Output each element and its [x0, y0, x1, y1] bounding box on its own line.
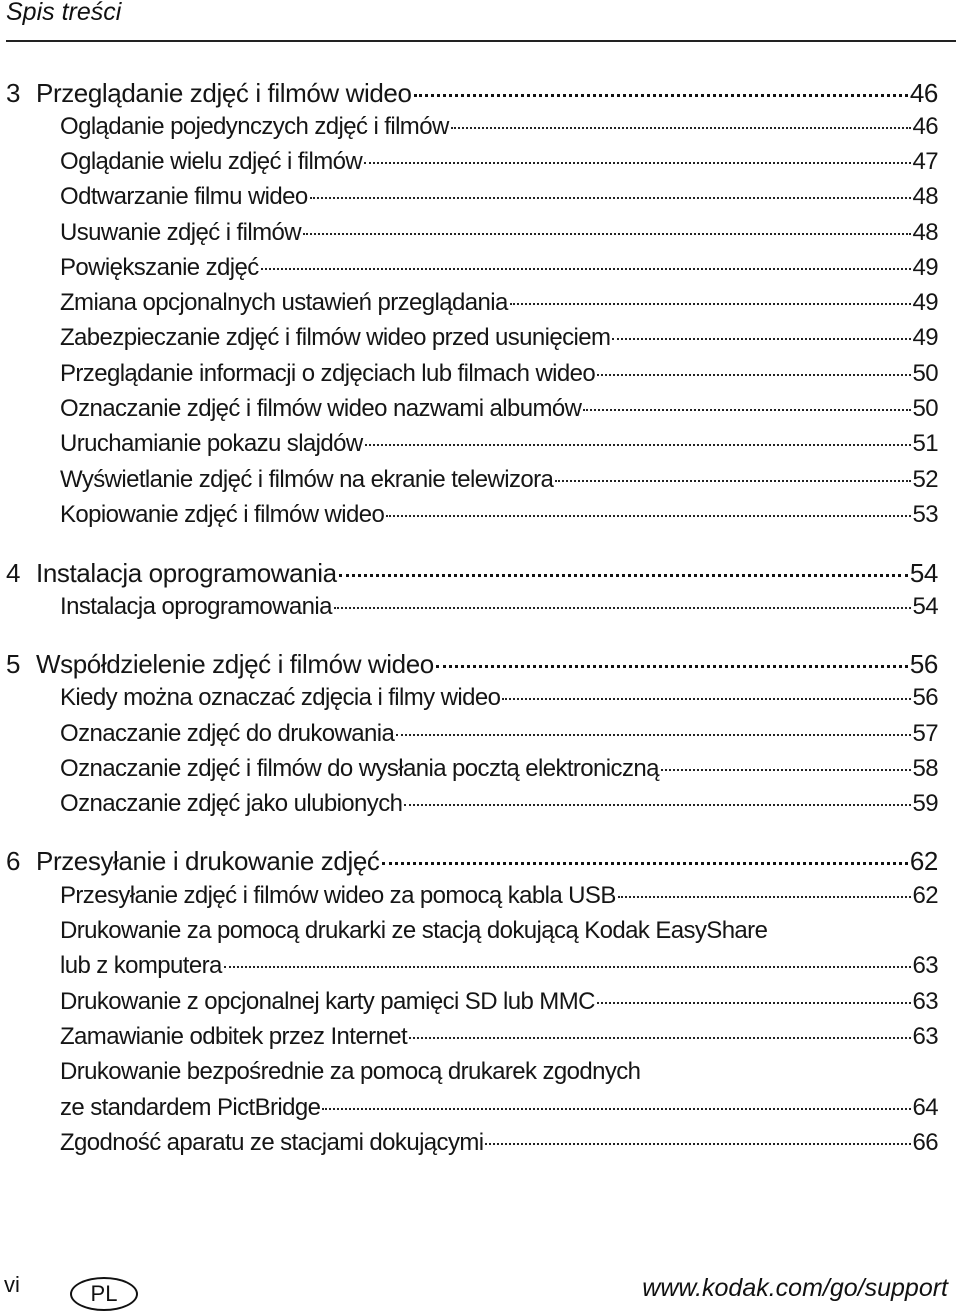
dot-leader [414, 94, 908, 97]
language-badge: PL [70, 1277, 138, 1311]
dot-leader [261, 268, 911, 270]
toc-entry[interactable] [60, 719, 938, 749]
chapter-number: 6 [6, 846, 21, 876]
dot-leader [409, 1037, 910, 1039]
dot-leader [303, 233, 911, 235]
page-number: 63 [912, 952, 938, 979]
entry-title: Kopiowanie zdjęć i filmów wideo [60, 501, 385, 528]
toc-entry[interactable] [60, 683, 938, 713]
entry-title: Oglądanie wielu zdjęć i filmów [60, 148, 363, 175]
page-number: 59 [912, 790, 938, 817]
toc-entry[interactable] [60, 147, 938, 177]
entry-title: Drukowanie z opcjonalnej karty pamięci SD lub MMC [60, 988, 595, 1015]
entry-title: Oznaczanie zdjęć i filmów do wysłania pocztą elektroniczną [60, 755, 659, 782]
entry-title: Instalacja oprogramowania [60, 593, 332, 620]
page-number: 52 [912, 466, 938, 493]
dot-leader [597, 1002, 911, 1004]
page-number: 62 [912, 882, 938, 909]
entry-title: Kiedy można oznaczać zdjęcia i filmy wideo [60, 684, 501, 711]
dot-leader [364, 162, 910, 164]
toc-entry[interactable] [60, 951, 938, 981]
chapter-title: Przesyłanie i drukowanie zdjęć [36, 846, 380, 876]
toc-entry[interactable] [60, 359, 938, 389]
page-number: 56 [909, 649, 938, 679]
dot-leader [555, 480, 910, 482]
page-number: 63 [912, 1023, 938, 1050]
entry-title: Zmiana opcjonalnych ustawień przeglądania [60, 289, 508, 316]
toc-entry[interactable] [60, 429, 938, 459]
dot-leader [502, 698, 910, 700]
toc-entry-title-line[interactable]: Drukowanie za pomocą drukarki ze stacją dokującą Kodak EasyShare [60, 917, 768, 944]
entry-title: Uruchamianie pokazu slajdów [60, 430, 363, 457]
page-number: 57 [912, 720, 938, 747]
dot-leader [451, 127, 911, 129]
toc-entry[interactable] [60, 394, 938, 424]
dot-leader [365, 444, 911, 446]
entry-title: Oglądanie pojedynczych zdjęć i filmów [60, 113, 449, 140]
dot-leader [339, 574, 908, 577]
page-number: 51 [912, 430, 938, 457]
toc-chapter-5[interactable] [6, 649, 938, 679]
toc-entry[interactable] [60, 754, 938, 784]
entry-title: Oznaczanie zdjęć jako ulubionych [60, 790, 403, 817]
chapter-title: Współdzielenie zdjęć i filmów wideo [36, 649, 434, 679]
toc-chapter-3[interactable] [6, 78, 938, 108]
toc-entry[interactable] [60, 218, 938, 248]
entry-title: Wyświetlanie zdjęć i filmów na ekranie telewizora [60, 466, 554, 493]
dot-leader [583, 409, 910, 411]
entry-title: lub z komputera [60, 952, 222, 979]
toc-entry[interactable] [60, 288, 938, 318]
toc-entry[interactable] [60, 592, 938, 622]
toc-entry[interactable] [60, 182, 938, 212]
entry-title: Przesyłanie zdjęć i filmów wideo za pomocą kabla USB [60, 882, 616, 909]
entry-title: Zamawianie odbitek przez Internet [60, 1023, 408, 1050]
entry-title: Zabezpieczanie zdjęć i filmów wideo przed usunięciem [60, 324, 611, 351]
chapter-title: Instalacja oprogramowania [36, 558, 337, 588]
dot-leader [396, 734, 910, 736]
page-number: 50 [912, 395, 938, 422]
entry-title: ze standardem PictBridge [60, 1094, 321, 1121]
page-number: 46 [912, 113, 938, 140]
page-number: 53 [912, 501, 938, 528]
chapter-number: 5 [6, 649, 21, 679]
page-number: 48 [912, 219, 938, 246]
entry-title: Powiększanie zdjęć [60, 254, 259, 281]
page-title: Spis treści [6, 0, 122, 26]
page-number: 54 [912, 593, 938, 620]
page-number: 49 [912, 289, 938, 316]
chapter-number: 3 [6, 78, 21, 108]
dot-leader [510, 303, 911, 305]
dot-leader [386, 515, 910, 517]
page-number: 49 [912, 254, 938, 281]
dot-leader [436, 665, 908, 668]
footer-page-number: vi [4, 1272, 20, 1297]
chapter-number: 4 [6, 558, 21, 588]
dot-leader [661, 769, 911, 771]
page-number: 64 [912, 1094, 938, 1121]
entry-title: Oznaczanie zdjęć do drukowania [60, 720, 395, 747]
entry-title: Odtwarzanie filmu wideo [60, 183, 308, 210]
page-number: 48 [912, 183, 938, 210]
toc-entry[interactable] [60, 881, 938, 911]
toc-entry[interactable] [60, 1128, 938, 1158]
page-number: 49 [912, 324, 938, 351]
entry-title: Oznaczanie zdjęć i filmów wideo nazwami albumów [60, 395, 582, 422]
toc-chapter-6[interactable] [6, 846, 938, 876]
dot-leader [612, 338, 910, 340]
page-number: 47 [912, 148, 938, 175]
toc-entry-title-line[interactable]: Drukowanie bezpośrednie za pomocą drukarek zgodnych [60, 1058, 641, 1085]
toc-entry[interactable] [60, 465, 938, 495]
dot-leader [382, 862, 908, 865]
page-number: 56 [912, 684, 938, 711]
chapter-title: Przeglądanie zdjęć i filmów wideo [36, 78, 412, 108]
toc-entry[interactable] [60, 789, 938, 819]
dot-leader [618, 896, 911, 898]
page-number: 54 [909, 558, 938, 588]
toc-entry[interactable] [60, 1093, 938, 1123]
dot-leader [310, 197, 911, 199]
dot-leader [485, 1143, 910, 1145]
dot-leader [334, 607, 911, 609]
page-number: 46 [909, 78, 938, 108]
toc-entry[interactable] [60, 112, 938, 142]
entry-title: Usuwanie zdjęć i filmów [60, 219, 301, 246]
dot-leader [404, 804, 910, 806]
toc-chapter-4[interactable] [6, 558, 938, 588]
page-number: 62 [909, 846, 938, 876]
dot-leader [597, 374, 910, 376]
dot-leader [322, 1108, 910, 1110]
toc-entry[interactable] [60, 987, 938, 1017]
toc-entry[interactable] [60, 500, 938, 530]
toc-entry[interactable] [60, 253, 938, 283]
entry-title: Przeglądanie informacji o zdjęciach lub filmach wideo [60, 360, 596, 387]
page-number: 50 [912, 360, 938, 387]
toc-entry[interactable] [60, 1022, 938, 1052]
page-number: 58 [912, 755, 938, 782]
page-number: 63 [912, 988, 938, 1015]
toc-entry[interactable] [60, 323, 938, 353]
support-url[interactable]: www.kodak.com/go/support [642, 1274, 948, 1302]
dot-leader [224, 966, 911, 968]
page-number: 66 [912, 1129, 938, 1156]
entry-title: Zgodność aparatu ze stacjami dokującymi [60, 1129, 484, 1156]
